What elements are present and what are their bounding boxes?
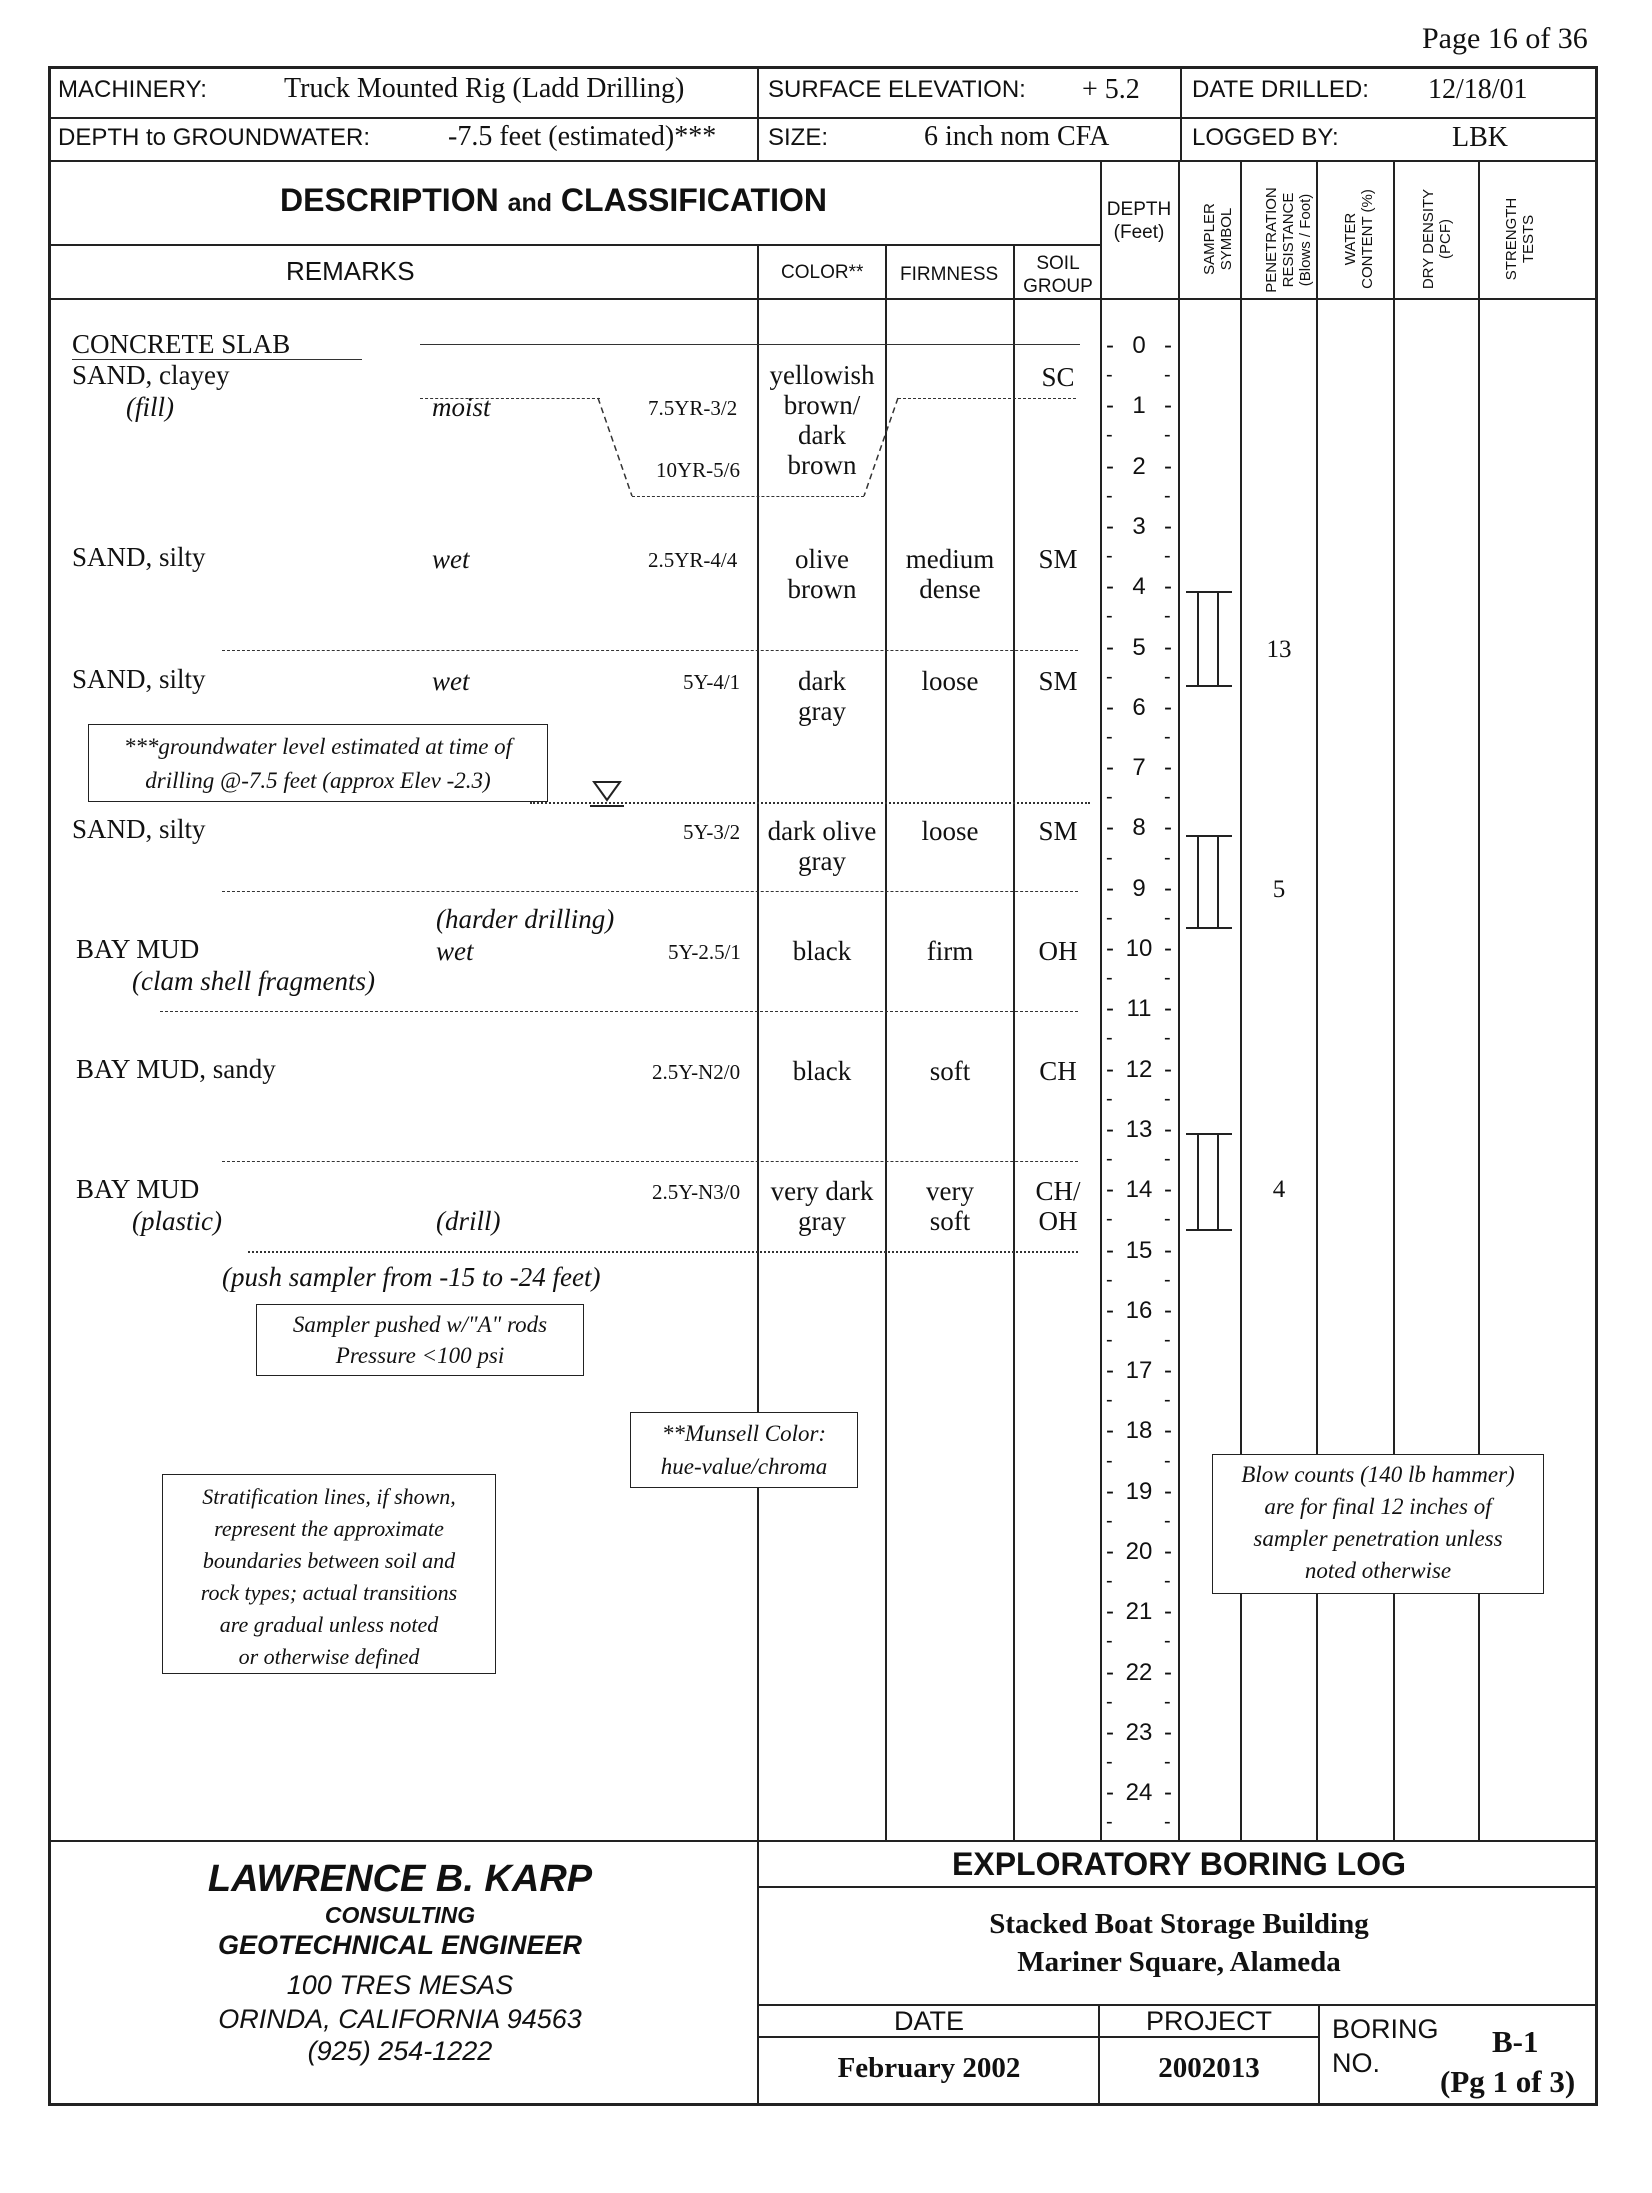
groundwater-label: DEPTH to GROUNDWATER: xyxy=(58,124,371,151)
depth-tick-8: - 8 - xyxy=(1106,814,1172,842)
layer-5-munsell: 5Y-2.5/1 xyxy=(668,940,741,964)
depth-tick-15: - 15 - xyxy=(1106,1236,1172,1264)
layer-5-moisture: wet xyxy=(436,936,474,966)
depth-tick-13: - 13 - xyxy=(1106,1115,1172,1143)
machinery-value: Truck Mounted Rig (Ladd Drilling) xyxy=(284,73,685,104)
depth-tick-9: - 9 - xyxy=(1106,874,1172,902)
size-label: SIZE: xyxy=(768,124,829,151)
depth-tick-11: - 11 - xyxy=(1106,995,1172,1023)
depth-minor-tick: - xyxy=(1106,605,1113,628)
depth-tick-20: - 20 - xyxy=(1106,1538,1172,1565)
date-value: February 2002 xyxy=(837,2052,1021,2084)
depth-minor-tick: - xyxy=(1106,786,1113,809)
harder-drilling-note: (harder drilling) xyxy=(436,904,615,934)
surface-elevation-label: SURFACE ELEVATION: xyxy=(768,76,1026,103)
boring-number: B-1 xyxy=(1492,2024,1539,2059)
depth-minor-tick: - xyxy=(1164,1087,1171,1110)
layer-7-name: BAY MUD xyxy=(76,1174,200,1204)
layer-4-color: dark olive gray xyxy=(767,816,877,876)
blow-count-note: Blow counts (140 lb hammer) are for final 12 inches of sampler penetration unless noted otherwise xyxy=(1212,1454,1544,1594)
layer-1-munsell-a: 7.5YR-3/2 xyxy=(648,396,738,420)
layer-6-name: BAY MUD, sandy xyxy=(76,1054,276,1084)
layer-1-sub: (fill) xyxy=(126,392,174,422)
depth-tick-17: - 17 - xyxy=(1106,1357,1172,1385)
depth-minor-tick: - xyxy=(1164,1630,1171,1653)
soil-group-header: SOIL GROUP xyxy=(1023,253,1093,297)
layer-4-munsell: 5Y-3/2 xyxy=(683,820,741,844)
layer-5-sub: (clam shell fragments) xyxy=(132,966,375,996)
depth-minor-tick: - xyxy=(1164,1027,1171,1050)
fill-transition-line xyxy=(596,396,636,500)
push-sampler-note: (push sampler from -15 to -24 feet) xyxy=(222,1262,601,1292)
depth-minor-tick: - xyxy=(1164,1811,1171,1834)
depth-tick-10: - 10 - xyxy=(1106,935,1172,962)
layer-4-firmness: loose xyxy=(921,816,979,846)
depth-minor-tick: - xyxy=(1106,1389,1113,1412)
depth-minor-tick: - xyxy=(1106,1630,1113,1653)
depth-minor-tick: - xyxy=(1106,364,1113,387)
layer-2-group: SM xyxy=(1038,544,1078,574)
depth-minor-tick: - xyxy=(1106,1268,1113,1291)
depth-tick-18: - 18 - xyxy=(1106,1417,1172,1445)
date-drilled-label: DATE DRILLED: xyxy=(1192,76,1369,103)
blow-count-1: 13 xyxy=(1266,636,1292,663)
depth-minor-tick: - xyxy=(1164,484,1171,507)
depth-minor-tick: - xyxy=(1106,967,1113,990)
depth-tick-0: - 0 - xyxy=(1106,332,1172,359)
color-header: COLOR** xyxy=(781,262,864,283)
description-title: DESCRIPTION and CLASSIFICATION xyxy=(280,182,827,218)
depth-tick-5: - 5 - xyxy=(1106,633,1172,661)
depth-minor-tick: - xyxy=(1106,1690,1113,1713)
sampler-symbol-2 xyxy=(1186,836,1232,928)
layer-2-munsell: 2.5YR-4/4 xyxy=(648,548,738,572)
depth-tick-23: - 23 - xyxy=(1106,1718,1172,1746)
depth-minor-tick: - xyxy=(1106,424,1113,447)
munsell-note: **Munsell Color: hue-value/chroma xyxy=(630,1412,858,1488)
company-consulting: CONSULTING xyxy=(324,1902,476,1928)
boring-page: (Pg 1 of 3) xyxy=(1440,2064,1576,2099)
depth-minor-tick: - xyxy=(1106,665,1113,688)
depth-minor-tick: - xyxy=(1164,1268,1171,1291)
penetration-header: PENETRATION RESISTANCE (Blows / Foot) xyxy=(1263,187,1314,293)
depth-minor-tick: - xyxy=(1106,846,1113,869)
groundwater-level-icon xyxy=(590,778,626,814)
depth-minor-tick: - xyxy=(1164,1570,1171,1593)
layer-5-color: black xyxy=(792,936,852,966)
depth-tick-19: - 19 - xyxy=(1106,1477,1172,1505)
layer-3-name: SAND, silty xyxy=(72,664,206,694)
blow-count-3: 4 xyxy=(1272,1176,1286,1203)
layer-4-name: SAND, silty xyxy=(72,814,206,844)
project-number: 2002013 xyxy=(1158,2052,1260,2084)
layer-5-group: OH xyxy=(1038,936,1078,966)
depth-header: DEPTH (Feet) xyxy=(1106,199,1172,243)
depth-tick-21: - 21 - xyxy=(1106,1598,1172,1626)
depth-minor-tick: - xyxy=(1164,1449,1171,1472)
logged-by-value: LBK xyxy=(1452,122,1508,153)
depth-minor-tick: - xyxy=(1164,846,1171,869)
layer-2-firmness: medium dense xyxy=(905,544,995,604)
depth-tick-6: - 6 - xyxy=(1106,693,1172,721)
page-number: Page 16 of 36 xyxy=(1422,22,1588,55)
depth-minor-tick: - xyxy=(1106,1087,1113,1110)
layer-1-moisture: moist xyxy=(432,392,491,422)
depth-tick-22: - 22 - xyxy=(1106,1658,1172,1686)
stratification-note: Stratification lines, if shown, represent the approximate boundaries between soil and rock types; actual transitions are gradual unless noted or otherwise defined xyxy=(162,1474,496,1674)
depth-minor-tick: - xyxy=(1164,786,1171,809)
depth-minor-tick: - xyxy=(1164,1509,1171,1532)
machinery-label: MACHINERY: xyxy=(58,76,207,103)
layer-1-name: SAND, clayey xyxy=(72,360,230,390)
date-label: DATE xyxy=(893,2006,964,2036)
sampler-symbol-3 xyxy=(1186,1134,1232,1230)
company-title: GEOTECHNICAL ENGINEER xyxy=(217,1930,583,1960)
depth-minor-tick: - xyxy=(1106,545,1113,568)
depth-minor-tick: - xyxy=(1106,1570,1113,1593)
groundwater-note: ***groundwater level estimated at time of drilling @-7.5 feet (approx Elev -2.3) xyxy=(88,724,548,802)
depth-tick-16: - 16 - xyxy=(1106,1296,1172,1324)
depth-tick-14: - 14 - xyxy=(1106,1176,1172,1204)
depth-minor-tick: - xyxy=(1106,1449,1113,1472)
layer-5-name: BAY MUD xyxy=(76,934,200,964)
layer-concrete-slab: CONCRETE SLAB xyxy=(72,329,291,359)
depth-tick-12: - 12 - xyxy=(1106,1055,1172,1083)
depth-tick-2: - 2 - xyxy=(1106,452,1172,480)
layer-2-moisture: wet xyxy=(432,544,470,574)
company-name: LAWRENCE B. KARP xyxy=(207,1858,593,1900)
depth-minor-tick: - xyxy=(1164,605,1171,628)
logged-by-label: LOGGED BY: xyxy=(1192,124,1339,151)
layer-3-munsell: 5Y-4/1 xyxy=(683,670,741,694)
depth-minor-tick: - xyxy=(1106,1751,1113,1774)
depth-minor-tick: - xyxy=(1106,1148,1113,1171)
layer-3-firmness: loose xyxy=(921,666,979,696)
sampler-symbol-1 xyxy=(1186,592,1232,686)
depth-minor-tick: - xyxy=(1164,1751,1171,1774)
depth-minor-tick: - xyxy=(1106,1509,1113,1532)
depth-minor-tick: - xyxy=(1164,424,1171,447)
depth-minor-tick: - xyxy=(1164,1208,1171,1231)
depth-minor-tick: - xyxy=(1106,484,1113,507)
log-title: EXPLORATORY BORING LOG xyxy=(952,1846,1406,1882)
layer-7-color: very dark gray xyxy=(770,1176,874,1236)
layer-3-group: SM xyxy=(1038,666,1078,696)
layer-6-firmness: soft xyxy=(929,1056,971,1086)
surface-elevation-value: + 5.2 xyxy=(1082,74,1140,105)
depth-minor-tick: - xyxy=(1106,1328,1113,1351)
depth-tick-3: - 3 - xyxy=(1106,512,1172,540)
layer-5-firmness: firm xyxy=(926,936,974,966)
dry-density-header: DRY DENSITY (PCF) xyxy=(1420,188,1454,290)
remarks-header: REMARKS xyxy=(286,256,415,286)
depth-minor-tick: - xyxy=(1164,1148,1171,1171)
sampler-symbol-header: SAMPLER SYMBOL xyxy=(1201,203,1235,275)
depth-tick-4: - 4 - xyxy=(1106,573,1172,601)
project-location: Mariner Square, Alameda xyxy=(1017,1946,1341,1978)
depth-minor-tick: - xyxy=(1106,906,1113,929)
layer-7-drill: (drill) xyxy=(436,1206,501,1236)
strength-tests-header: STRENGTH TESTS xyxy=(1503,197,1537,281)
sampler-pushed-note: Sampler pushed w/"A" rods Pressure <100 psi xyxy=(256,1304,584,1376)
layer-3-color: dark gray xyxy=(798,666,846,726)
depth-tick-24: - 24 - xyxy=(1106,1779,1172,1807)
date-drilled-value: 12/18/01 xyxy=(1428,74,1528,105)
depth-minor-tick: - xyxy=(1164,1389,1171,1412)
depth-minor-tick: - xyxy=(1106,725,1113,748)
layer-6-color: black xyxy=(792,1056,852,1086)
depth-minor-tick: - xyxy=(1106,1208,1113,1231)
water-content-header: WATER CONTENT (%) xyxy=(1342,189,1376,289)
depth-minor-tick: - xyxy=(1164,364,1171,387)
company-address-2: ORINDA, CALIFORNIA 94563 xyxy=(218,2004,582,2034)
firmness-header: FIRMNESS xyxy=(900,264,999,285)
layer-1-group: SC xyxy=(1041,362,1075,392)
depth-minor-tick: - xyxy=(1164,906,1171,929)
blow-count-2: 5 xyxy=(1272,876,1286,903)
depth-tick-7: - 7 - xyxy=(1106,754,1172,782)
layer-1-color: yellowish brown/ dark brown xyxy=(769,360,875,480)
layer-3-moisture: wet xyxy=(432,666,470,696)
company-phone: (925) 254-1222 xyxy=(307,2036,493,2066)
groundwater-value: -7.5 feet (estimated)*** xyxy=(448,121,717,152)
depth-minor-tick: - xyxy=(1164,1328,1171,1351)
depth-minor-tick: - xyxy=(1164,665,1171,688)
boring-label: BORING xyxy=(1332,2014,1439,2044)
boring-no-label: NO. xyxy=(1332,2048,1381,2078)
depth-minor-tick: - xyxy=(1106,1027,1113,1050)
layer-7-group: CH/ OH xyxy=(1035,1176,1081,1236)
company-address-1: 100 TRES MESAS xyxy=(286,1970,514,2000)
size-value: 6 inch nom CFA xyxy=(924,121,1110,152)
layer-2-name: SAND, silty xyxy=(72,542,206,572)
project-name: Stacked Boat Storage Building xyxy=(989,1908,1369,1940)
layer-1-munsell-b: 10YR-5/6 xyxy=(656,458,740,482)
depth-minor-tick: - xyxy=(1164,967,1171,990)
depth-tick-1: - 1 - xyxy=(1106,392,1172,420)
depth-minor-tick: - xyxy=(1164,545,1171,568)
depth-minor-tick: - xyxy=(1164,725,1171,748)
layer-2-color: olive brown xyxy=(787,544,857,604)
depth-minor-tick: - xyxy=(1164,1690,1171,1713)
layer-6-group: CH xyxy=(1039,1056,1077,1086)
sampler-symbols xyxy=(1178,580,1240,1280)
layer-4-group: SM xyxy=(1038,816,1078,846)
layer-7-sub: (plastic) xyxy=(132,1206,222,1236)
layer-6-munsell: 2.5Y-N2/0 xyxy=(652,1060,741,1084)
depth-minor-tick: - xyxy=(1106,1811,1113,1834)
layer-7-firmness: very soft xyxy=(926,1176,974,1236)
layer-7-munsell: 2.5Y-N3/0 xyxy=(652,1180,741,1204)
project-label: PROJECT xyxy=(1145,2006,1272,2036)
